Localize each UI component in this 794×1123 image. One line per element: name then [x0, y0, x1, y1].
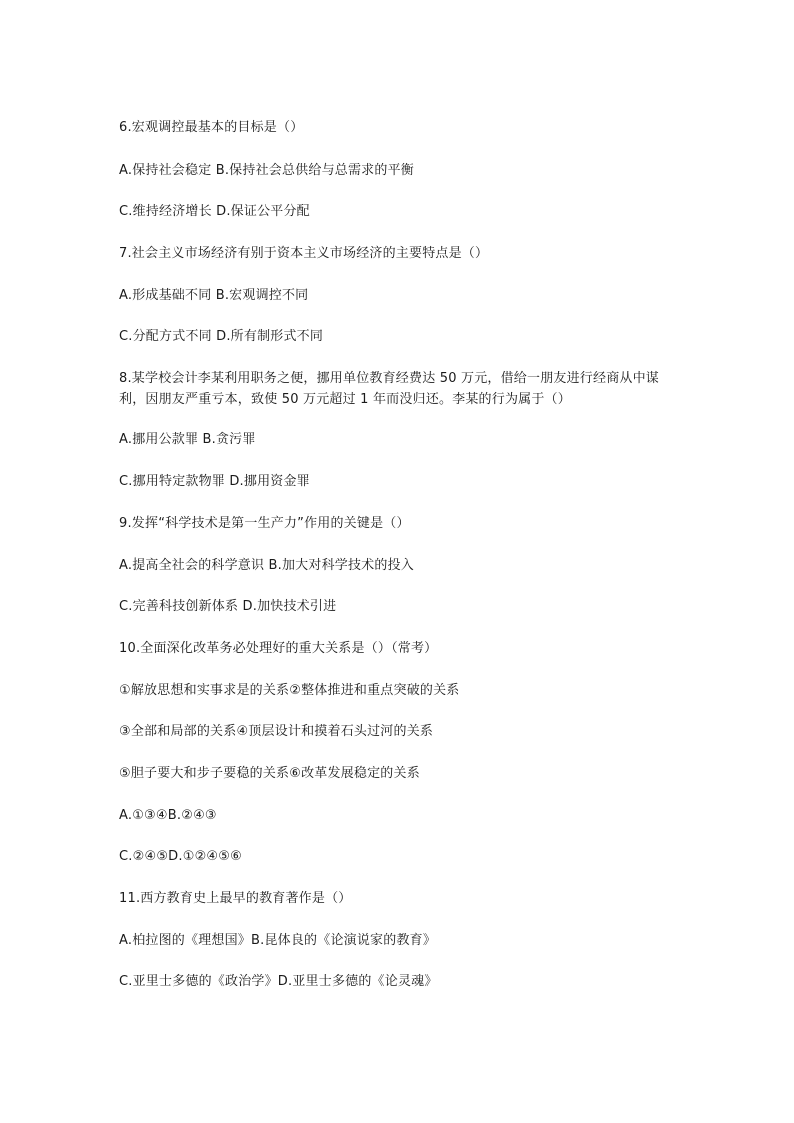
question-8-options-ab: A.挪用公款罪 B.贪污罪: [119, 432, 256, 447]
question-6-options-cd: C.维持经济增长 D.保证公平分配: [119, 204, 310, 219]
question-11-options-ab: A.柏拉图的《理想国》B.昆体良的《论演说家的教育》: [119, 933, 437, 948]
question-8-stem: 8.某学校会计李某利用职务之便，挪用单位教育经费达 50 万元，借给一朋友进行经商从中谋利，因朋友严重亏本，致使 50 万元超过 1 年而没归还。李某的行为属于（）: [119, 371, 660, 407]
question-11-stem: 11.西方教育史上最早的教育著作是（）: [119, 891, 352, 906]
question-7-options-ab: A.形成基础不同 B.宏观调控不同: [119, 288, 309, 303]
question-10-stem: 10.全面深化改革务必处理好的重大关系是（）（常考）: [119, 641, 438, 656]
question-6-stem: 6.宏观调控最基本的目标是（）: [119, 120, 304, 135]
question-9-stem: 9.发挥“科学技术是第一生产力”作用的关键是（）: [119, 516, 410, 531]
question-10-item-3-4: ③全部和局部的关系④顶层设计和摸着石头过河的关系: [119, 724, 434, 739]
question-7-stem: 7.社会主义市场经济有别于资本主义市场经济的主要特点是（）: [119, 246, 489, 261]
question-10-item-5-6: ⑤胆子要大和步子要稳的关系⑥改革发展稳定的关系: [119, 766, 420, 781]
question-10-options-cd: C.②④⑤D.①②④⑤⑥: [119, 849, 242, 864]
question-9-options-cd: C.完善科技创新体系 D.加快技术引进: [119, 599, 337, 614]
question-6-options-ab: A.保持社会稳定 B.保持社会总供给与总需求的平衡: [119, 163, 414, 178]
question-10-options-ab: A.①③④B.②④③: [119, 808, 217, 823]
question-7-options-cd: C.分配方式不同 D.所有制形式不同: [119, 329, 324, 344]
question-11-options-cd: C.亚里士多德的《政治学》D.亚里士多德的《论灵魂》: [119, 974, 438, 989]
question-9-options-ab: A.提高全社会的科学意识 B.加大对科学技术的投入: [119, 558, 414, 573]
question-10-item-1-2: ①解放思想和实事求是的关系②整体推进和重点突破的关系: [119, 683, 460, 698]
question-8-options-cd: C.挪用特定款物罪 D.挪用资金罪: [119, 474, 310, 489]
